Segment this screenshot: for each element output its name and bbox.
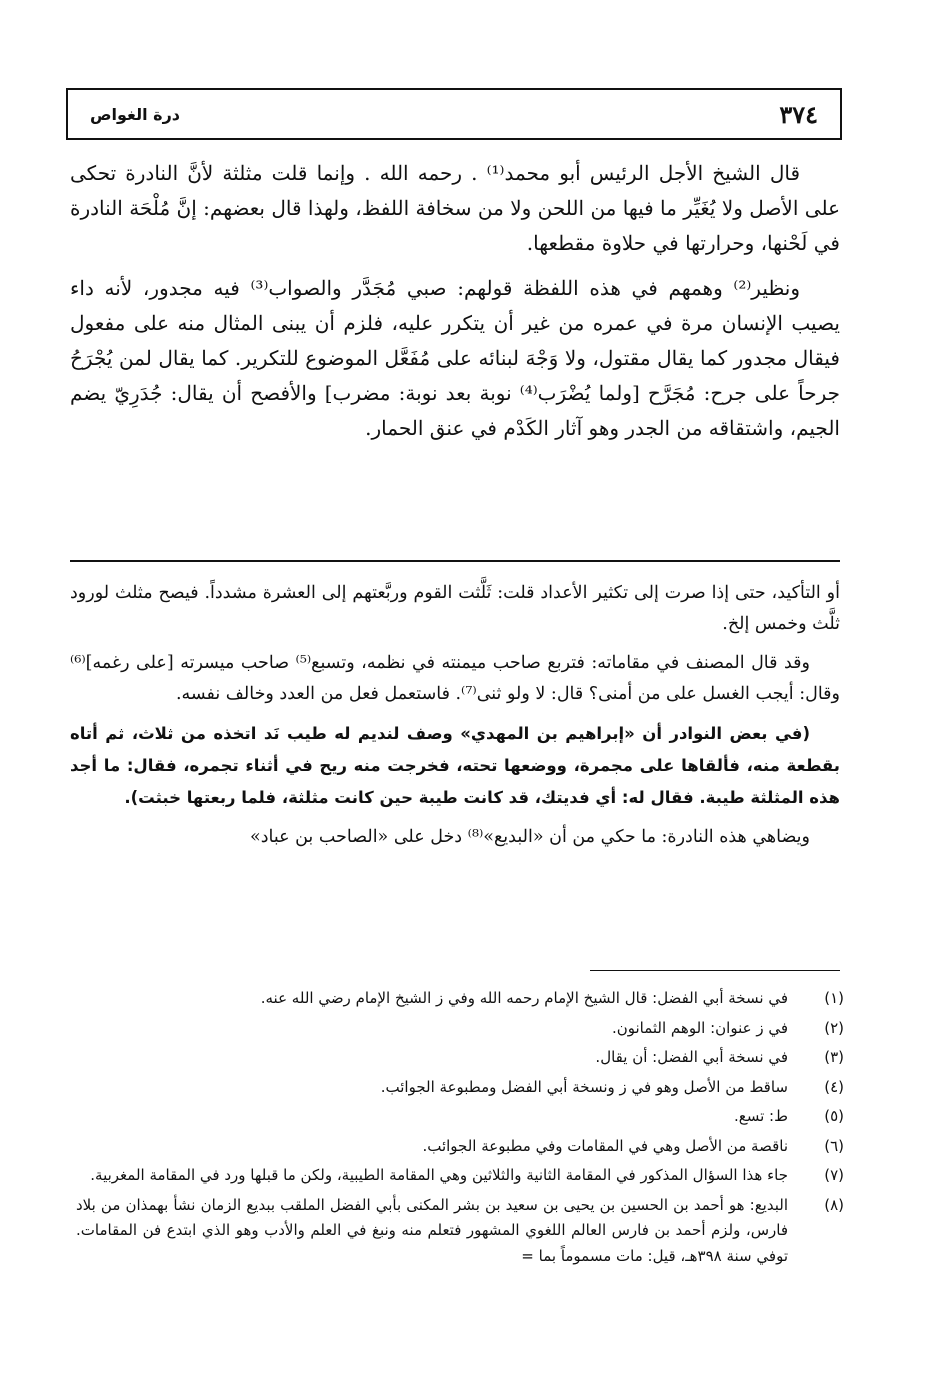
footnote-item [76,1016,844,1042]
footnote-item [76,1193,844,1270]
footnote-divider [590,970,840,971]
footnote-item [76,1104,844,1130]
page-header [66,88,842,140]
footnote-text: في نسخة أبي الفضل: أن يقال. [595,1048,788,1066]
footnote-item [76,1163,844,1189]
footnote-number: (٦) [824,1136,844,1155]
running-title: درة الغواص [90,104,180,124]
main-paragraph: قال الشيخ الأجل الرئيس أبو محمد⁽¹⁾ . رحمه الله . وإنما قلت مثلثة لأنَّ النادرة تحكى على الأصل ولا يُغَيِّر ما فيها من اللحن ولا من سخافة اللفظ، ولهذا قال بعضهم: إنَّ مُلْحَة النادرة في لَحْنها، وحرارتها في حلاوة مقطعها. [70,161,840,255]
footnote-text: في نسخة أبي الفضل: قال الشيخ الإمام رحمه الله وفي ز الشيخ الإمام رضي الله عنه. [260,989,788,1007]
footnote-number: (٢) [824,1018,844,1037]
footnote-item [76,1134,844,1160]
footnote-number: (٧) [824,1166,844,1184]
footnote-text: في ز عنوان: الوهم الثمانون. [611,1018,788,1037]
footnotes [76,986,844,1273]
main-text [70,156,840,456]
footnote-number: (٥) [824,1107,844,1125]
commentary-text [70,578,840,861]
text-divider [70,560,840,562]
anecdote-paragraph: (في بعض النوادر أن «إبراهيم بن المهدي» وصف لنديم له طيب نَد اتخذه من ثلاث، ثم أتاه بقطعة منه، فألقاها على مجمرة، ووضعها تحته، فخرجت منه ريح في أثناء تجمره، فقال: ما أجد هذه المثلثة طيبة. فقال له: أي فديتك، قد كانت طيبة حين كانت مثلثة، فلما ربعتها خبثت). [70,724,840,807]
footnote-text: ساقط من الأصل وهو في ز ونسخة أبي الفضل ومطبوعة الجوائب. [380,1077,788,1096]
main-paragraph: ونظير⁽²⁾ وهمهم في هذه اللفظة قولهم: صبي مُجَدَّر والصواب⁽³⁾ فيه مجدور، لأنه داء يصيب الإنسان مرة في عمره من غير أن يتكرر عليه، فلزم أن يبنى المثال منه على مفعول فيقال مجدور كما يقال مقتول، ولا وَجْهَ لبنائه على مُفَعَّل الموضوع للتكرير. كما يقال لمن يُجْرَحُ جرحاً على جرح: مُجَرَّح [ولما يُضْرَب⁽⁴⁾ نوبة بعد نوبة: مضرب] والأفصح أن يقال: جُدَرِيّ يضم الجيم، واشتقاقه من الجدر وهو آثار الكَدْم في عنق الحمار. [70,276,840,440]
footnote-item [76,1075,844,1101]
footnote-text: ط: تسع. [733,1107,788,1125]
footnote-item [76,986,844,1012]
footnote-text: البديع: هو أحمد بن الحسين بن يحيى بن سعيد بن بشر المكنى بأبي الفضل الملقب ببديع الزمان نشأ بهمذان من بلاد فارس، ولزم أحمد بن فارس العالم اللغوي المشهور فتعلم منه ونبغ في العلم والأدب وهو الذي ابتدع فن المقامات. توفي سنة ٣٩٨هـ، قيل: مات مسموماً بما = [76,1195,788,1265]
commentary-paragraph: ويضاهي هذه النادرة: ما حكي من أن «البديع»⁽⁸⁾ دخل على «الصاحب بن عباد» [249,827,810,847]
footnote-text: جاء هذا السؤال المذكور في المقامة الثانية والثلاثين وهي المقامة الطيبية، ولكن ما قبلها ورد في المقامة المغربية. [90,1166,788,1184]
commentary-paragraph: وقد قال المصنف في مقاماته: فتربع صاحب ميمنته في نظمه، وتسبع⁽⁵⁾ صاحب ميسرته [على رغمه]⁽⁶⁾ وقال: أيجب الغسل على من أمنى؟ قال: لا ولو ثنى⁽⁷⁾. فاستعمل فعل من العدد وخالف نفسه. [70,653,840,704]
footnote-number: (١) [824,989,844,1007]
commentary-paragraph: أو التأكيد، حتى إذا صرت إلى تكثير الأعداد قلت: ثَلَّثت القوم وربَّعتهم إلى العشرة مشدداً. فيصح مثلث لورود ثلَّث وخمس إلخ. [70,583,840,634]
page-number: ٣٧٤ [779,99,818,129]
footnote-number: (٨) [824,1195,844,1214]
footnote-text: ناقصة من الأصل وهي في المقامات وفي مطبوعة الجوائب. [422,1136,788,1155]
footnote-item [76,1045,844,1071]
footnote-number: (٤) [824,1077,844,1096]
footnote-number: (٣) [824,1048,844,1066]
